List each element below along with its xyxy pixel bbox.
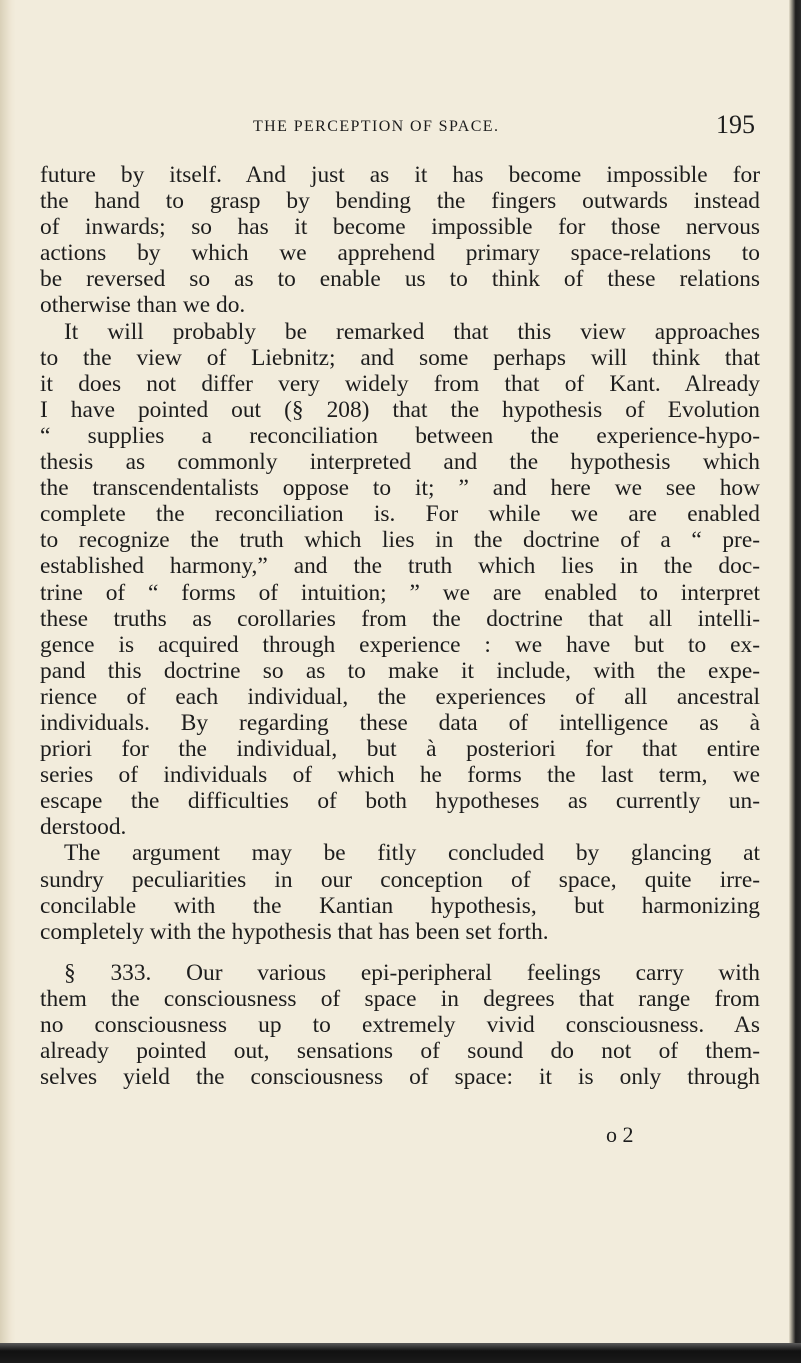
text-line: it does not differ very widely from that of Kant. Already <box>40 370 760 397</box>
text-line: trine of “ forms of intuition; ” we are enabled to interpret <box>40 579 760 606</box>
text-line: series of individuals of which he forms the last term, we <box>40 762 760 789</box>
text-line: thesis as commonly interpreted and the hypothesis which <box>40 449 760 476</box>
text-line: escape the difficulties of both hypotheses as currently un- <box>40 788 760 815</box>
running-head: THE PERCEPTION OF SPACE. <box>253 118 500 135</box>
paragraph-3 <box>40 840 760 944</box>
text-line: them the consciousness of space in degrees that range from <box>40 985 760 1012</box>
text-line: individuals. By regarding these data of intelligence as à <box>40 709 760 736</box>
text-line: rience of each individual, the experiences of all ancestral <box>40 683 760 710</box>
text-line: It will probably be remarked that this view approaches <box>64 318 760 345</box>
paragraph-1 <box>40 162 760 319</box>
text-line: derstood. <box>40 814 127 841</box>
paragraph-4 <box>40 960 760 1090</box>
text-line: sundry peculiarities in our conception of space, quite irre- <box>40 866 760 893</box>
text-line: selves yield the consciousness of space: it is only through <box>40 1064 760 1091</box>
text-line: The argument may be fitly concluded by glancing at <box>64 840 760 867</box>
text-line: be reversed so as to enable us to think of these relations <box>40 266 760 293</box>
text-line: concilable with the Kantian hypothesis, but harmonizing <box>40 892 760 919</box>
page-gutter-shadow <box>0 0 16 1363</box>
signature-mark: o 2 <box>606 1122 634 1147</box>
text-line: established harmony,” and the truth which lies in the doc- <box>40 553 760 580</box>
body-text <box>40 162 760 1090</box>
paragraph-2 <box>40 319 760 841</box>
text-line: the hand to grasp by bending the fingers outwards instead <box>40 188 760 215</box>
text-line: these truths as corollaries from the doctrine that all intelli- <box>40 605 760 632</box>
text-line: to the view of Liebnitz; and some perhaps will think that <box>40 344 760 371</box>
page-number: 195 <box>716 110 755 139</box>
text-line: § 333. Our various epi-peripheral feelings carry with <box>64 959 760 986</box>
text-line: already pointed out, sensations of sound do not of them- <box>40 1038 760 1065</box>
text-line: of inwards; so has it become impossible for those nervous <box>40 214 760 241</box>
text-line: otherwise than we do. <box>40 292 246 319</box>
text-line: the transcendentalists oppose to it; ” and here we see how <box>40 475 760 502</box>
text-line: future by itself. And just as it has become impossible for <box>40 162 760 188</box>
text-line: no consciousness up to extremely vivid consciousness. As <box>40 1012 760 1038</box>
scan-bottom-edge <box>0 1343 801 1363</box>
text-line: to recognize the truth which lies in the doctrine of a “ pre- <box>40 527 760 554</box>
text-line: pand this doctrine so as to make it include, with the expe- <box>40 657 760 684</box>
text-line: completely with the hypothesis that has been set forth. <box>40 918 549 945</box>
text-line: actions by which we apprehend primary space-relations to <box>40 240 760 267</box>
text-line: complete the reconciliation is. For while we are enabled <box>40 501 760 528</box>
page-right-edge <box>789 0 801 1363</box>
text-line: priori for the individual, but à posteriori for that entire <box>40 736 760 763</box>
text-line: I have pointed out (§ 208) that the hypothesis of Evolution <box>40 396 760 423</box>
page-header <box>0 110 801 148</box>
section-gap <box>40 945 760 960</box>
text-line: “ supplies a reconciliation between the experience-hypo- <box>40 422 760 449</box>
text-line: gence is acquired through experience : we have but to ex- <box>40 631 760 658</box>
